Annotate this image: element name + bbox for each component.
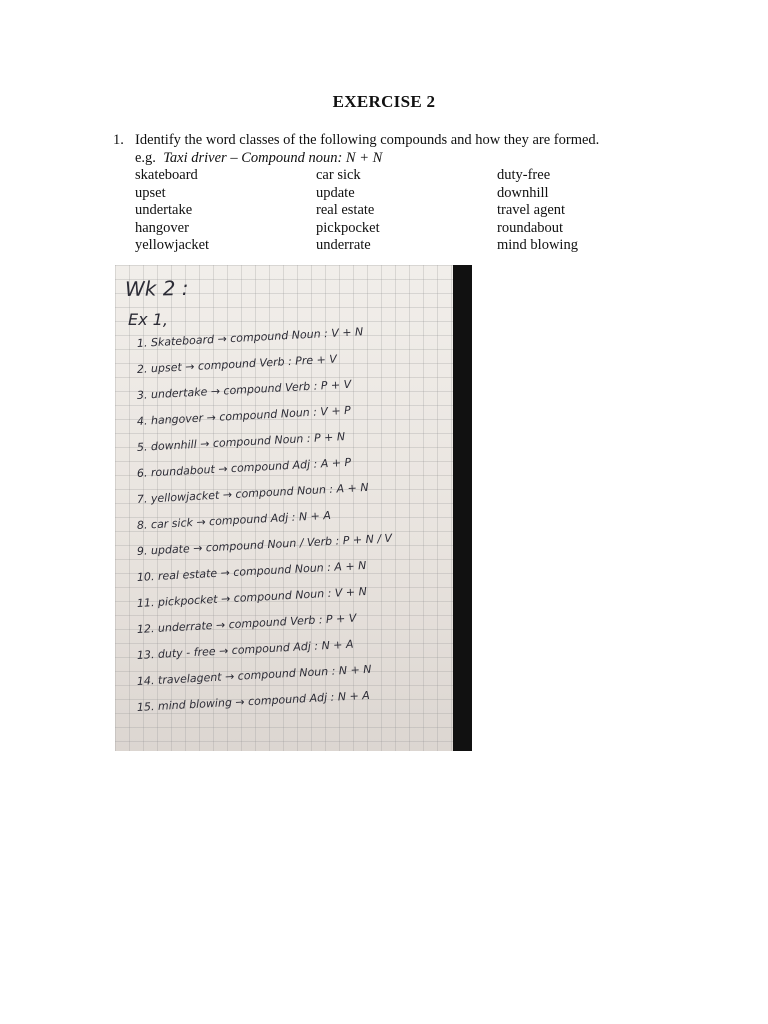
word-item: mind blowing [497,237,578,254]
handwritten-line: 12. underrate → compound Verb : P + V [136,611,357,636]
word-item: roundabout [497,219,564,236]
exercise-title: EXERCISE 2 [332,92,436,111]
word-item: downhill [497,184,549,201]
word-item: upset [135,184,166,201]
example-prefix: e.g. [135,150,156,166]
handwritten-line: 7. yellowjacket → compound Noun : A + N [136,480,369,506]
photo-exercise-label: Ex 1, [128,310,168,329]
handwritten-answer-photo [115,265,472,751]
handwritten-line: 1. Skateboard → compound Noun : V + N [136,325,364,350]
word-item: skateboard [135,167,198,183]
word-item: travel agent [497,202,566,219]
word-item: pickpocket [316,219,380,236]
handwritten-line: 11. pickpocket → compound Noun : V + N [136,584,368,610]
instruction-number: 1. [113,132,124,148]
word-item: undertake [135,202,193,219]
handwritten-line: 6. roundabout → compound Adj : A + P [136,455,352,480]
instruction-text: Identify the word classes of the following compounds and how they are formed. [135,132,600,148]
handwritten-line: 15. mind blowing → compound Adj : N + A [136,688,371,714]
word-column-1 [135,167,209,255]
handwritten-line: 9. update → compound Noun / Verb : P + N / V [136,531,393,558]
handwritten-line: 8. car sick → compound Adj : N + A [136,508,332,532]
word-item: update [316,184,355,201]
word-item: car sick [316,167,361,183]
word-item: hangover [135,219,189,236]
photo-dark-edge [453,265,472,751]
word-column-3 [497,167,578,255]
handwritten-line: 3. undertake → compound Verb : P + V [136,377,352,402]
word-item: yellowjacket [135,237,210,254]
word-item: duty-free [497,167,551,183]
photo-title: Wk 2 : [124,275,189,301]
instruction [113,132,599,149]
word-item: real estate [316,202,375,219]
handwritten-line: 5. downhill → compound Noun : P + N [136,430,346,454]
word-item: underrate [316,237,371,254]
handwritten-line: 13. duty - free → compound Adj : N + A [136,637,354,662]
handwritten-line: 2. upset → compound Verb : Pre + V [136,352,338,376]
handwritten-line: 4. hangover → compound Noun : V + P [136,403,352,428]
word-column-2 [316,167,380,255]
handwritten-line: 14. travelagent → compound Noun : N + N [136,662,372,688]
example-text: Taxi driver – Compound noun: N + N [163,150,383,166]
example [135,150,382,167]
handwritten-line: 10. real estate → compound Noun : A + N [136,558,367,584]
